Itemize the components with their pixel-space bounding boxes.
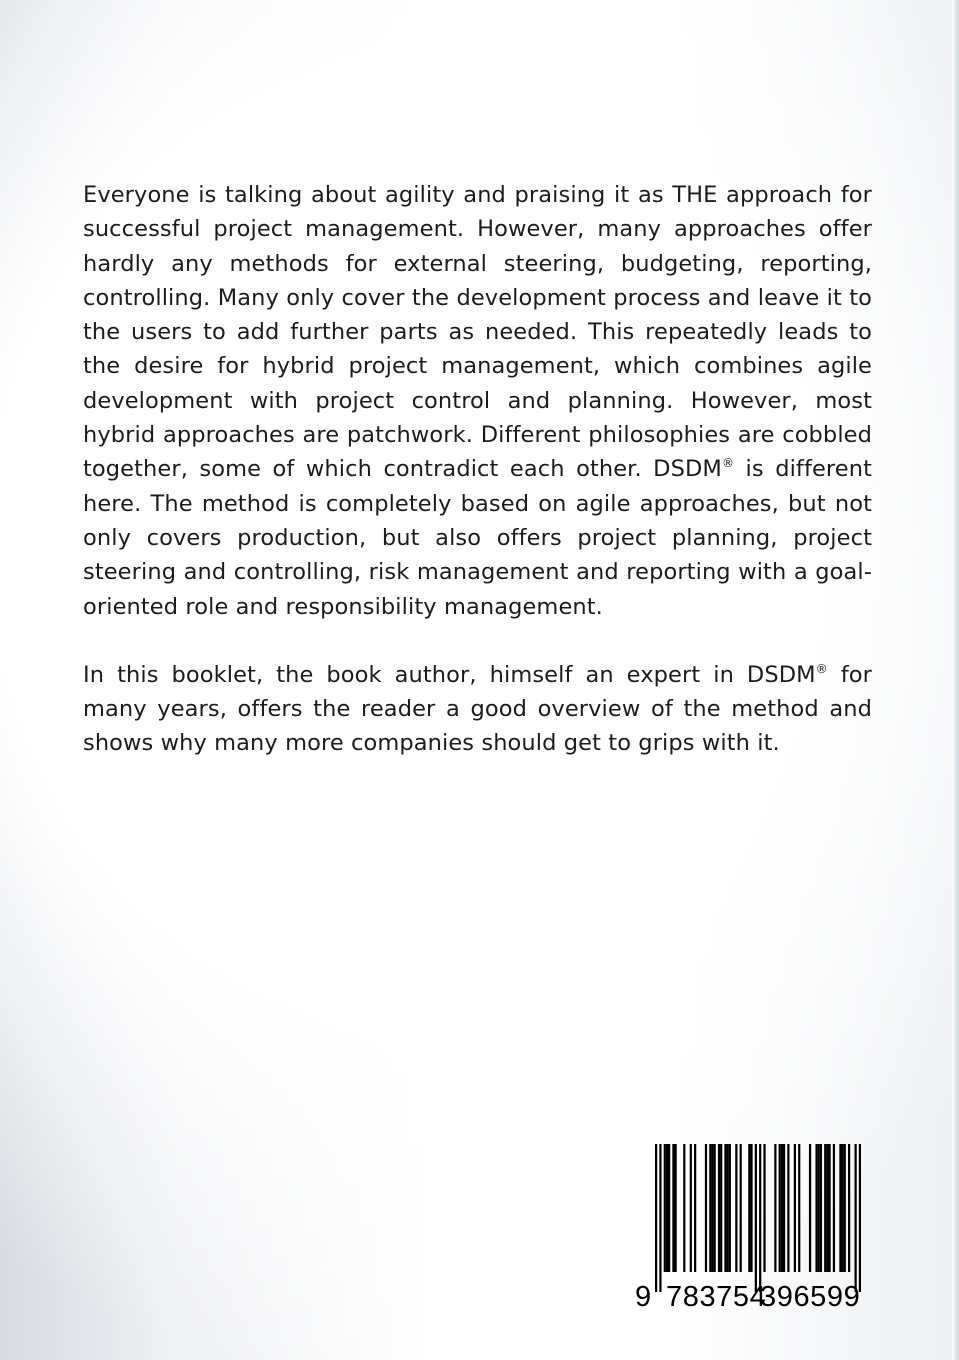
barcode-bar [729, 1144, 731, 1272]
barcode-bar [711, 1144, 713, 1272]
barcode-bar [724, 1144, 726, 1272]
barcode-left-digits: 783754 [666, 1281, 767, 1313]
barcode-bar [735, 1144, 737, 1272]
barcode-bar [714, 1144, 716, 1272]
blurb-paragraph-2 [83, 658, 872, 761]
barcode-bars [655, 1144, 861, 1292]
barcode-bar [718, 1144, 720, 1272]
isbn-barcode [630, 1136, 862, 1314]
barcode-bar [854, 1144, 856, 1292]
barcode-bar [720, 1144, 722, 1272]
registered-mark: ® [815, 661, 828, 676]
paragraph-1-text-b: is different here. The method is completely based on agile approaches, but not only covers production, but also offers project planning, project steering and controlling, risk management and reporting with a goal-oriented role and responsibility management. [83, 456, 872, 620]
barcode-bar [798, 1144, 800, 1272]
barcode-bar [750, 1144, 752, 1272]
paragraph-1-text-a: Everyone is talking about agility and praising it as THE approach for successful project management. However, many approaches offer hardly any methods for external steering, budgeting, reporting, controlling. Many only cover the development process and leave it to the users to add further parts as needed. This repeatedly leads to the desire for hybrid project management, which combines agile development with project control and planning. However, most hybrid approaches are patchwork. Different philosophies are cobbled together, some of which contradict each other. DSDM [83, 182, 872, 483]
barcode-bar [655, 1144, 657, 1292]
barcode-bar [783, 1144, 785, 1272]
barcode-bar [833, 1144, 835, 1272]
barcode-bar [672, 1144, 674, 1272]
barcode-bar [740, 1144, 742, 1272]
barcode-bar [809, 1144, 811, 1272]
barcode-bar [683, 1144, 685, 1272]
barcode-bar [841, 1144, 843, 1272]
registered-mark: ® [721, 456, 735, 471]
barcode-bar [787, 1144, 789, 1272]
barcode-bar [818, 1144, 820, 1272]
barcode-bar [690, 1144, 692, 1272]
barcode-bar [839, 1144, 841, 1272]
barcode-bar [824, 1144, 826, 1272]
barcode-bar [820, 1144, 822, 1272]
barcode-bar [848, 1144, 850, 1272]
barcode-bar [859, 1144, 861, 1292]
barcode-bar [779, 1144, 781, 1272]
barcode-right-digits: 396599 [760, 1281, 861, 1313]
barcode-bar [763, 1144, 765, 1272]
barcode-bar [794, 1144, 796, 1272]
blurb-paragraph-1 [83, 178, 872, 624]
barcode-bar [666, 1144, 668, 1272]
barcode-bar [705, 1144, 707, 1272]
spine-edge [952, 0, 959, 1360]
barcode-bar [828, 1144, 830, 1272]
barcode-bar [826, 1144, 828, 1272]
barcode-bar [694, 1144, 696, 1272]
barcode-bar [748, 1144, 750, 1272]
barcode-bar [668, 1144, 670, 1272]
barcode-lead-digit: 9 [635, 1281, 652, 1313]
barcode-bar [844, 1144, 846, 1272]
barcode-bar [709, 1144, 711, 1272]
barcode-number [630, 1280, 862, 1314]
barcode-bar [727, 1144, 729, 1272]
barcode-bar [815, 1144, 817, 1272]
barcode-bar [759, 1144, 761, 1292]
barcode-bar [755, 1144, 757, 1292]
barcode-bar [774, 1144, 776, 1272]
barcode-bar [675, 1144, 677, 1272]
paragraph-2-text-a: In this booklet, the book author, himself an expert in DSDM [83, 661, 816, 688]
blurb-text [83, 178, 872, 761]
barcode-bar [664, 1144, 666, 1272]
barcode-bar [659, 1144, 661, 1292]
paragraph-2-text-b: for many years, offers the reader a good overview of the method and shows why many more companies should get to grips with it. [83, 661, 872, 757]
barcode-bar [781, 1144, 783, 1272]
